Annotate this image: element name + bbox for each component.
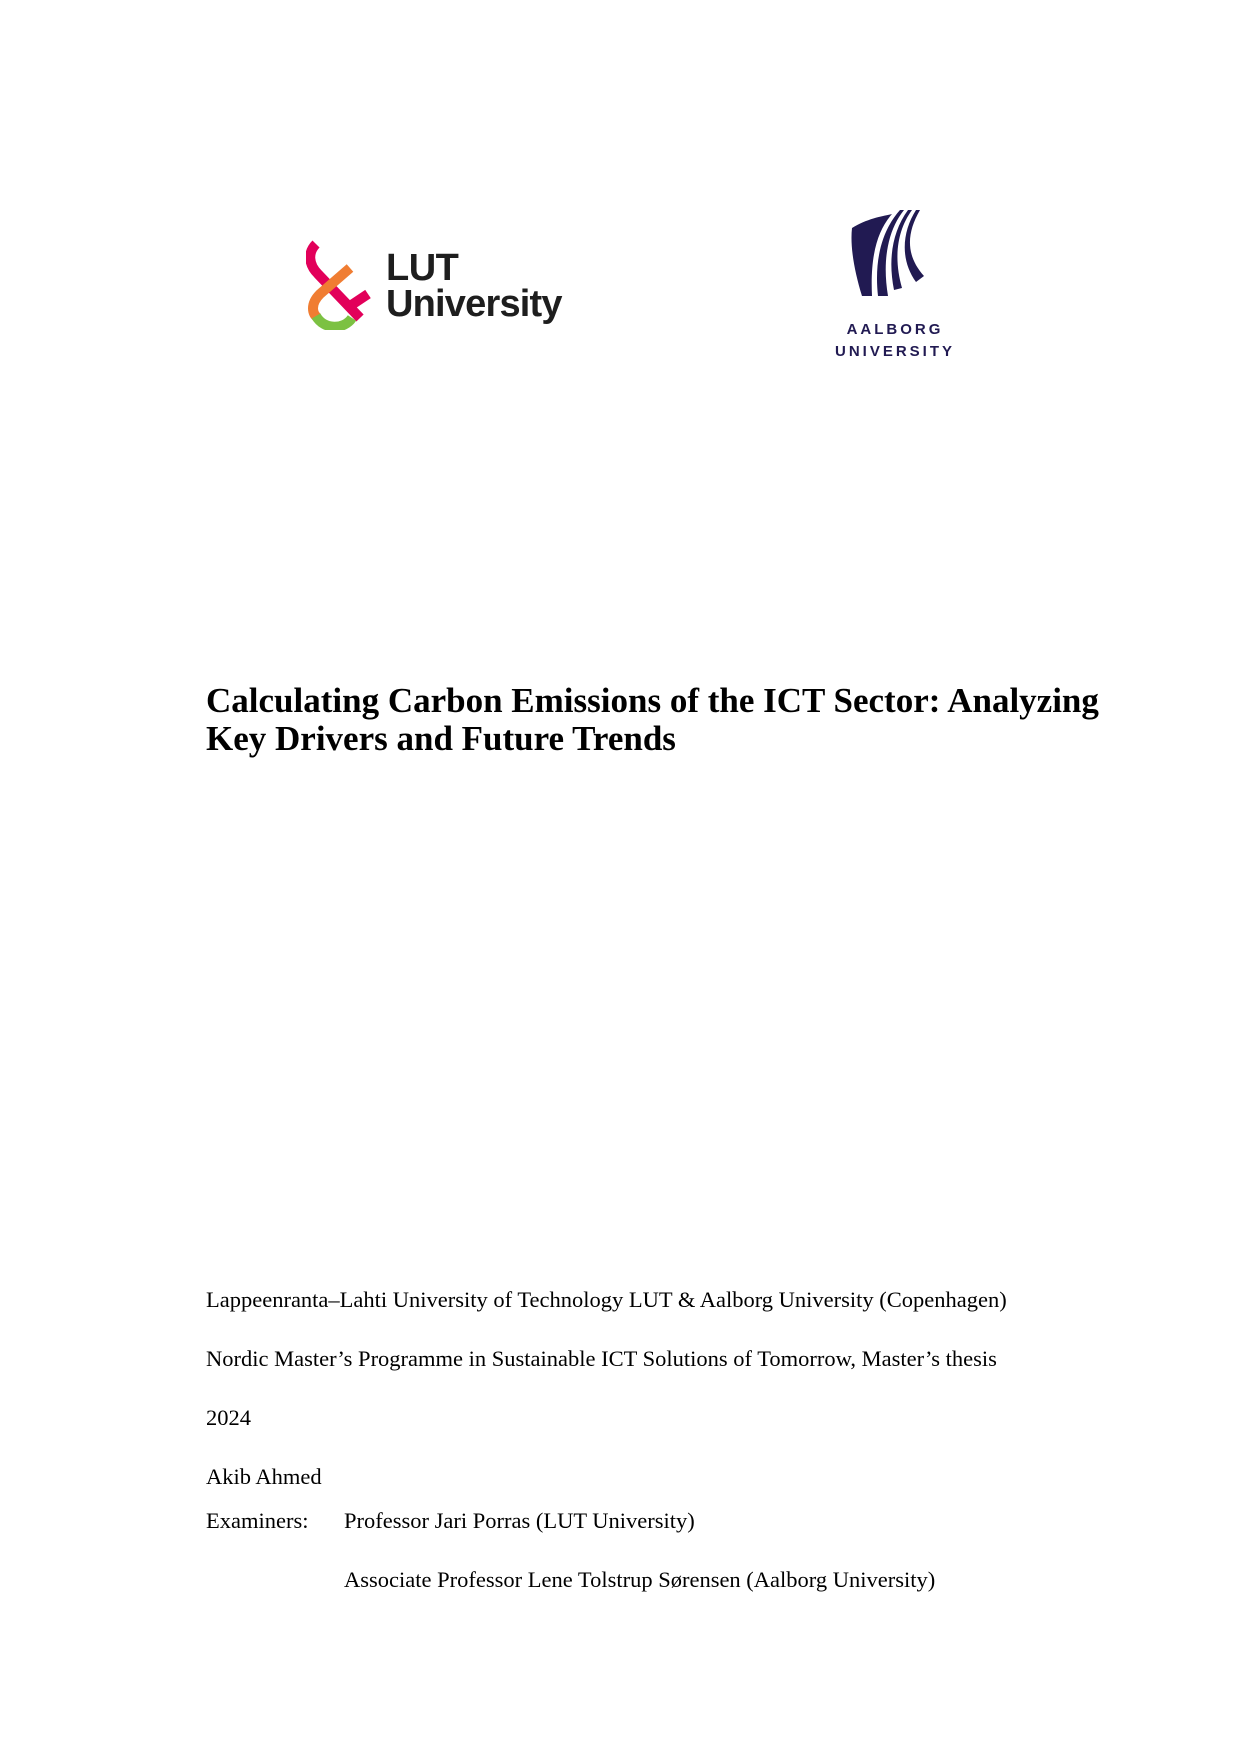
lut-wordmark-line2: University xyxy=(386,283,562,325)
aalborg-university-logo xyxy=(820,205,970,365)
aalborg-wordmark-line1: AALBORG xyxy=(846,321,944,338)
lut-wordmark-line1: LUT xyxy=(386,247,459,289)
examiner-2: Associate Professor Lene Tolstrup Sørensen (Aalborg University) xyxy=(344,1567,936,1592)
thesis-title xyxy=(206,682,1166,758)
author-name: Akib Ahmed xyxy=(206,1464,322,1489)
examiners-label: Examiners: xyxy=(206,1508,309,1533)
lut-university-logo xyxy=(306,238,566,333)
lut-ampersand-icon xyxy=(306,238,372,330)
examiner-1: Professor Jari Porras (LUT University) xyxy=(344,1508,695,1533)
title-line-2: Key Drivers and Future Trends xyxy=(206,719,676,758)
year-text: 2024 xyxy=(206,1405,251,1430)
programme-text: Nordic Master’s Programme in Sustainable ICT Solutions of Tomorrow, Master’s thesis xyxy=(206,1346,997,1371)
title-line-1: Calculating Carbon Emissions of the ICT Sector: Analyzing xyxy=(206,681,1099,720)
aalborg-wordmark-line2: UNIVERSITY xyxy=(834,343,955,360)
aalborg-waves-icon xyxy=(848,210,938,300)
aalborg-wordmark xyxy=(820,319,970,363)
institution-text: Lappeenranta–Lahti University of Technology LUT & Aalborg University (Copenhagen) xyxy=(206,1287,1007,1312)
lut-wordmark xyxy=(386,247,562,325)
